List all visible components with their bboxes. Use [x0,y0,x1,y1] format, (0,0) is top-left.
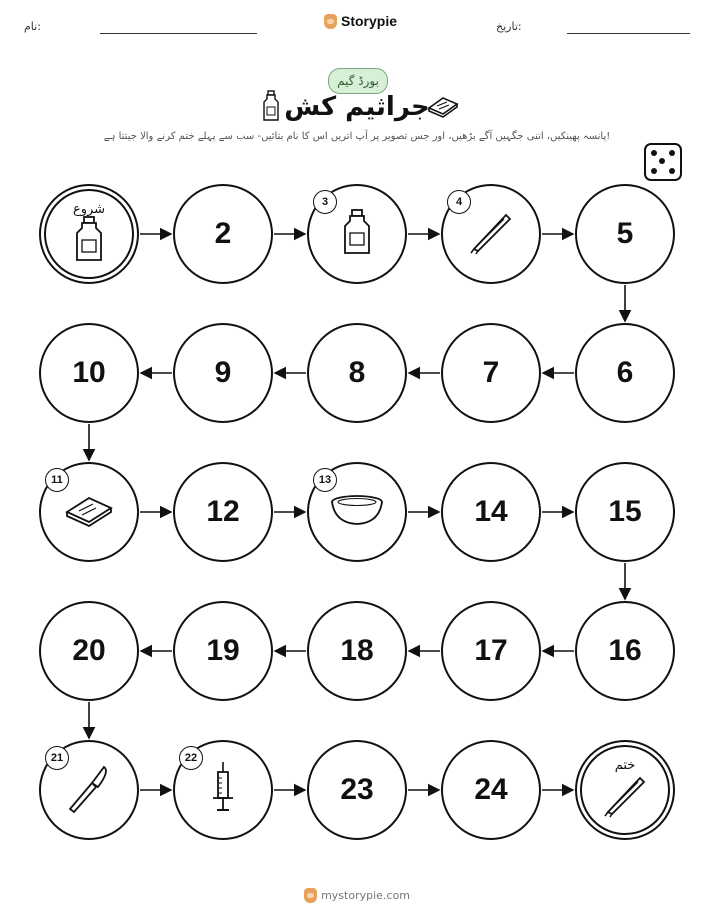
board-cell-11 [39,462,139,562]
board-cell-21 [39,740,139,840]
cell-number: 7 [482,356,500,389]
cell-number-badge: 13 [313,468,337,492]
board-cell-12 [173,462,273,562]
category-pill: بورڈ گیم [328,68,388,94]
board-cell-23 [307,740,407,840]
cell-number: 19 [206,634,240,667]
board-cell-18 [307,601,407,701]
board-cell-13 [307,462,407,562]
board-cell-24 [441,740,541,840]
cell-number: 16 [608,634,642,667]
scalpel-icon [66,763,112,817]
bowl-icon [329,493,385,531]
cell-number: 15 [608,495,642,528]
syringe-icon [209,760,237,820]
board-cell-16 [575,601,675,701]
cell-number: 2 [214,217,232,250]
cell-number-badge: 22 [179,746,203,770]
footer-mascot-icon [304,888,317,903]
cell-number-badge: 4 [447,190,471,214]
board-cell-14 [441,462,541,562]
board-cell-3 [307,184,407,284]
cell-number: 24 [474,773,508,806]
cell-number: 10 [72,356,106,389]
footer-url[interactable]: mystorypie.com [321,889,410,902]
cell-number: 6 [616,356,634,389]
cell-number: 12 [206,495,240,528]
name-label: نام: [24,20,41,33]
gauze-pad-icon [63,492,115,532]
board-cell-10 [39,323,139,423]
board-cell-7 [441,323,541,423]
board-cell-8 [307,323,407,423]
bottle-icon [72,215,106,267]
cell-label: ختم [614,758,636,773]
tweezers-icon [468,209,514,259]
cell-number: 20 [72,634,106,667]
footer [0,888,714,903]
board-cell-9 [173,323,273,423]
cell-number: 18 [340,634,374,667]
board-cell-4 [441,184,541,284]
board-cell-15 [575,462,675,562]
cell-number: 17 [474,634,508,667]
board-cell-2 [173,184,273,284]
board-cell-22 [173,740,273,840]
board-cell-25 [575,740,675,840]
cell-number: 8 [348,356,366,389]
date-label: تاریخ: [496,20,522,33]
board-cell-19 [173,601,273,701]
instructions: پانسہ پھینکیں، اتنی جگہیں آگے بڑھیں، اور جس تصویر پر آپ اتریں اس کا نام بتائیں- سب سے پہلے ختم کرنے والا جیتتا ہے! [103,131,611,142]
tweezers-icon [602,772,648,822]
cell-number-badge: 21 [45,746,69,770]
board-cell-6 [575,323,675,423]
cell-number: 14 [474,495,508,528]
cell-number: 23 [340,773,374,806]
board-cell-20 [39,601,139,701]
board-cell-5 [575,184,675,284]
board-cell-1 [39,184,139,284]
cell-number: 5 [616,217,634,250]
bottle-icon [340,208,374,260]
cell-number: 9 [214,356,232,389]
brand-name: Storypie [341,13,398,29]
board-cell-17 [441,601,541,701]
cell-number-badge: 11 [45,468,69,492]
cell-label: شروع [72,202,106,217]
cell-number-badge: 3 [313,190,337,214]
page-title: جراثیم کش [284,92,430,122]
